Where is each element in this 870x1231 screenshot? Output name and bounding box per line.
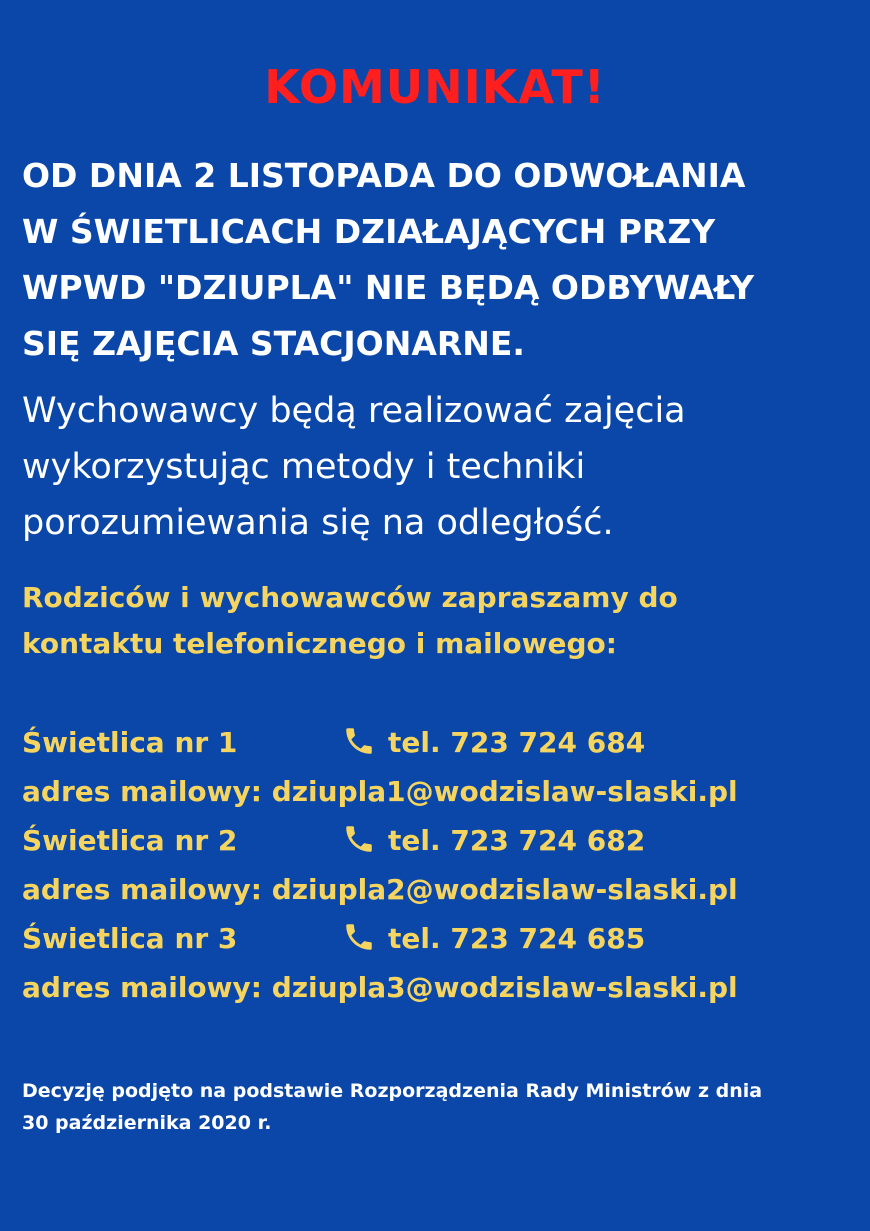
headline-line: OD DNIA 2 LISTOPADA DO ODWOŁANIA <box>22 156 746 195</box>
body-line: porozumiewania się na odległość. <box>22 503 614 543</box>
footer-line: Decyzję podjęto na podstawie Rozporządzenia Rady Ministrów z dnia <box>22 1080 763 1102</box>
contact-row <box>22 816 862 865</box>
headline-line: WPWD "DZIUPLA" NIE BĘDĄ ODBYWAŁY <box>22 268 755 307</box>
invite-line: kontaktu telefonicznego i mailowego: <box>22 627 617 660</box>
contacts-list <box>22 718 862 1012</box>
contact-label: Świetlica nr 2 <box>22 824 238 857</box>
contact-email[interactable]: adres mailowy: dziupla2@wodzislaw-slaski.pl <box>22 873 738 906</box>
phone-icon <box>342 724 376 758</box>
contact-email[interactable]: adres mailowy: dziupla3@wodzislaw-slaski.pl <box>22 971 738 1004</box>
invite-text <box>22 575 852 667</box>
contact-email[interactable]: adres mailowy: dziupla1@wodzislaw-slaski.pl <box>22 775 738 808</box>
headline-line: SIĘ ZAJĘCIA STACJONARNE. <box>22 324 525 363</box>
invite-line: Rodziców i wychowawców zapraszamy do <box>22 581 678 614</box>
contact-phone[interactable]: tel. 723 724 684 <box>388 726 646 759</box>
body-line: wykorzystując metody i techniki <box>22 447 586 487</box>
footer-note <box>22 1075 852 1139</box>
phone-icon <box>342 920 376 954</box>
headline-line: W ŚWIETLICACH DZIAŁAJĄCYCH PRZY <box>22 212 716 251</box>
phone-icon <box>342 822 376 856</box>
contact-row <box>22 718 862 767</box>
page-title: KOMUNIKAT! <box>264 60 606 114</box>
contact-phone[interactable]: tel. 723 724 685 <box>388 922 646 955</box>
footer-line: 30 października 2020 r. <box>22 1112 272 1134</box>
contact-phone[interactable]: tel. 723 724 682 <box>388 824 646 857</box>
body-text <box>22 383 852 551</box>
headline <box>22 148 852 372</box>
contact-label: Świetlica nr 1 <box>22 726 238 759</box>
body-line: Wychowawcy będą realizować zajęcia <box>22 391 686 431</box>
contact-label: Świetlica nr 3 <box>22 922 238 955</box>
contact-row <box>22 914 862 963</box>
